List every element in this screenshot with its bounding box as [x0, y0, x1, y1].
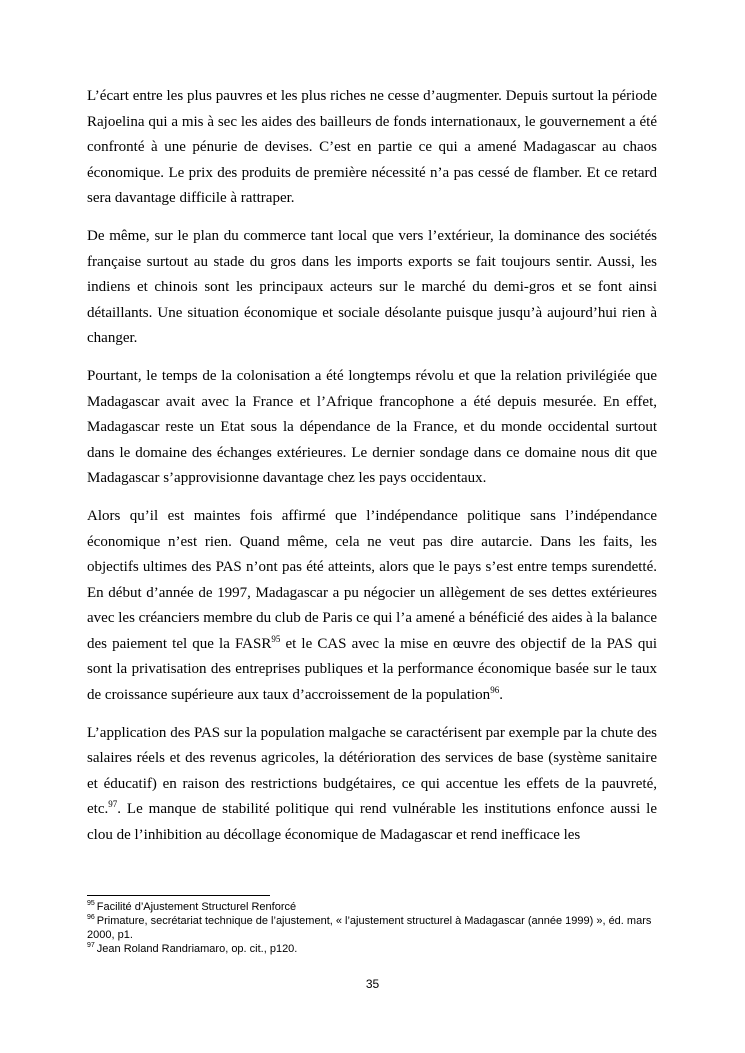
footnote-95 [87, 900, 662, 914]
paragraph-text: . [499, 687, 503, 704]
page-number: 35 [365, 977, 380, 991]
paragraph-text: L’écart entre les plus pauvres et les plus riches ne cesse d’augmenter. Depuis surtout la période Rajoelina qui a mis à sec les aides des bailleurs de fonds internationaux, le gouvernement a été confronté à une pénurie de devises. C’est en partie ce qui a amené Madagascar au chaos économique. Le prix des produits de première nécessité n’a pas cessé de flamber. Et ce retard sera davantage difficile à rattraper. [87, 88, 657, 207]
paragraph-text: Pourtant, le temps de la colonisation a été longtemps révolu et que la relation privilégiée que Madagascar avait avec la France et l’Afrique francophone a été depuis mesurée. En effet, Madagascar reste un Etat sous la dépendance de la France, et du monde occidental surtout dans le domaine des échanges extérieures. Le dernier sondage dans ce domaine nous dit que Madagascar s’approvisionne davantage chez les pays occidentaux. [87, 367, 657, 487]
footnote-number: 97 [87, 942, 95, 950]
footnote-separator [87, 895, 270, 896]
footnote-ref-96[interactable]: 96 [490, 685, 500, 696]
footnote-number: 96 [87, 914, 95, 922]
paragraph-colonisation [87, 364, 657, 492]
paragraph-text: L’application des PAS sur la population malgache se caractérisent par exemple par la chute des salaires réels et des revenus agricoles, la détérioration des services de base (système sanitaire et éducatif) en raison des restrictions budgétaires, ce qui accentue les effets de la pauvreté, etc. [87, 724, 657, 818]
paragraph-commerce [87, 224, 657, 352]
paragraph-text: Alors qu’il est maintes fois affirmé que l’indépendance politique sans l’indépendance économique n’est rien. Quand même, cela ne veut pas dire autarcie. Dans les faits, les objectifs ultimes des PAS n’ont pas été atteints, alors que le pays s’est entre temps surendetté. En début d’année de 1997, Madagascar a pu négocier un allègement de ses dettes extérieures avec les créanciers membre du club de Paris ce qui l’a amené a bénéficié des aides à la balance des paiement tel que la FASR [87, 507, 657, 652]
footnote-ref-97[interactable]: 97 [108, 799, 118, 810]
paragraph-independence [87, 504, 657, 709]
footnotes-section [87, 895, 662, 956]
footnote-97 [87, 942, 662, 956]
footnote-96 [87, 914, 662, 942]
paragraph-pas-application [87, 721, 657, 849]
footnote-ref-95[interactable]: 95 [271, 633, 281, 644]
paragraph-text: et le CAS avec la mise en œuvre des objectif de la PAS qui sont la privatisation des entreprises publiques et la performance économique basée sur le taux de croissance supérieure aux taux d’accroissement de la population [87, 635, 658, 704]
footnote-number: 95 [87, 900, 95, 908]
page-body [87, 84, 657, 861]
footnote-text: Primature, secrétariat technique de l’ajustement, « l’ajustement structurel à Madagascar (année 1999) », éd. mars 2000, p1. [87, 915, 652, 941]
paragraph-text: . Le manque de stabilité politique qui rend vulnérable les institutions enfonce aussi le clou de l’inhibition au décollage économique de Madagascar et rend inefficace les [87, 801, 657, 844]
footnote-text: Facilité d’Ajustement Structurel Renforcé [96, 901, 297, 913]
footnote-text: Jean Roland Randriamaro, op. cit., p120. [96, 943, 298, 955]
paragraph-text: De même, sur le plan du commerce tant local que vers l’extérieur, la dominance des sociétés française surtout au stade du gros dans les imports exports se fait toujours sentir. Aussi, les indiens et chinois sont les principaux acteurs sur le marché du demi-gros et se font ainsi détaillants. Une situation économique et sociale désolante puisque jusqu’à aujourd’hui rien à changer. [87, 227, 657, 347]
paragraph-income-gap [87, 84, 657, 212]
